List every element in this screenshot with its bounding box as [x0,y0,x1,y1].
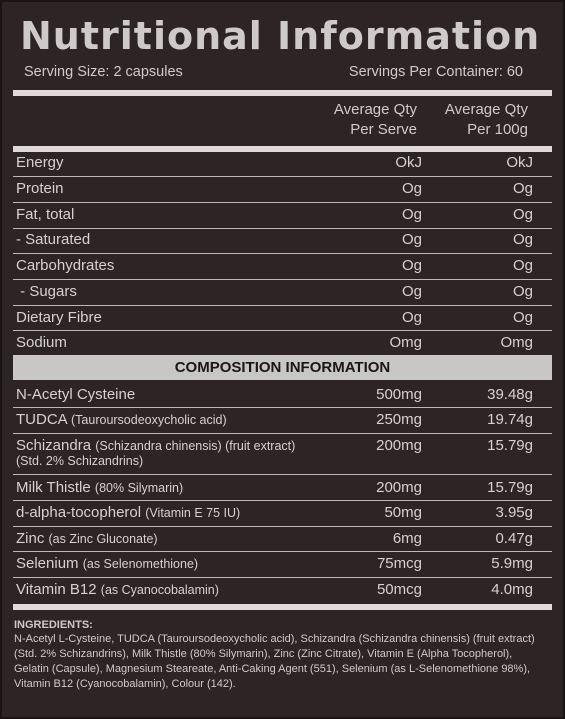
per-100g-value: 15.79g [487,437,533,454]
per-100g-value: Og [512,180,533,197]
ingredient-name: Milk Thistle [16,479,91,496]
nutrient-label: Dietary Fibre [16,309,102,326]
ingredient-name: Vitamin B12 [16,581,97,598]
per-serve-value: Og [401,283,422,300]
nutrition-row [13,306,552,331]
ingredient-label [16,479,183,496]
column-header-line: Per 100g [467,121,528,138]
nutrition-row [13,203,552,228]
nutrient-label: Fat, total [16,206,75,223]
nutrition-row [13,254,552,279]
page-title: Nutritional Information [20,14,541,58]
nutrition-row [13,177,552,202]
ingredient-note: (as Selenomethione) [82,557,199,571]
ingredient-note: (Vitamin E 75 IU) [145,506,241,520]
per-serve-value: 50mcg [376,581,422,598]
ingredient-note: (Tauroursodeoxycholic acid) [71,413,227,427]
ingredient-label [16,530,158,547]
serving-size: Serving Size: 2 capsules [24,64,183,80]
per-100g-value: Og [512,283,533,300]
per-100g-value: OkJ [506,154,533,171]
composition-heading: COMPOSITION INFORMATION [13,355,552,380]
composition-row [13,383,552,408]
ingredient-name: Zinc [16,530,45,547]
nutrient-label: - Sugars [16,283,77,300]
ingredients-heading: INGREDIENTS: [14,619,93,631]
composition-row [13,527,552,552]
per-100g-value: Og [512,309,533,326]
ingredient-note: (as Zinc Gluconate) [48,532,158,546]
per-100g-value: Og [512,206,533,223]
per-100g-value: 4.0mg [491,581,533,598]
per-100g-value: 5.9mg [491,555,533,572]
ingredient-name: N-Acetyl Cysteine [16,386,136,403]
ingredient-label [16,504,240,521]
composition-row [13,501,552,526]
per-serve-value: Og [401,206,422,223]
per-serve-value: Og [401,231,422,248]
nutrition-row [13,280,552,305]
per-serve-value: Og [401,309,422,326]
divider [13,604,552,610]
nutrition-row [13,228,552,253]
per-serve-value: Og [401,180,422,197]
per-serve-value: Omg [389,334,422,351]
ingredients-text: N-Acetyl L-Cysteine, TUDCA (Tauroursodeoxycholic acid), Schizandra (Schizandra chinensis) (fruit extract) (Std. 2% Schizandrins), Milk Thistle (80% Silymarin), Zinc (Zinc Citrate), Vitamin E (Alpha Tocopherol), Gelatin (Capsule), Magnesium Steareate, Anti-Caking Agent (551), Selenium (as L-Selenomethione 98%), Vitamin B12 (Cyanocobalamin), Colour (142). [14,633,535,690]
composition-row [13,408,552,433]
per-100g-value: Og [512,257,533,274]
per-100g-value: 15.79g [487,479,533,496]
composition-row [13,552,552,577]
ingredient-name: d-alpha-tocopherol [16,504,142,521]
per-100g-value: 19.74g [487,411,533,428]
per-serve-value: 75mcg [376,555,422,572]
ingredient-name: TUDCA [16,411,67,428]
per-serve-value: 200mg [376,479,422,496]
column-header-per-100g [445,100,528,140]
ingredient-label [16,411,227,428]
column-header-line: Per Serve [350,121,417,138]
per-100g-value: 39.48g [487,386,533,403]
divider [13,474,552,475]
per-100g-value: 3.95g [495,504,533,521]
nutrient-label: Energy [16,154,64,171]
divider [13,90,552,96]
nutrition-row [13,331,552,356]
ingredient-label [16,555,198,572]
per-serve-value: 500mg [376,386,422,403]
ingredient-label [16,386,135,403]
servings-per-container: Servings Per Container: 60 [348,64,523,80]
ingredient-label [16,581,219,598]
ingredient-note-line2: (Std. 2% Schizandrins) [16,454,144,468]
column-header-line: Average Qty [333,101,417,118]
per-100g-value: Og [512,231,533,248]
ingredient-label [16,437,295,454]
composition-row [13,578,552,603]
per-serve-value: Og [401,257,422,274]
nutrient-label: Sodium [16,334,67,351]
per-100g-value: Omg [500,334,533,351]
ingredient-note: (80% Silymarin) [94,481,184,495]
per-serve-value: 200mg [376,437,422,454]
column-header-line: Average Qty [444,101,528,118]
nutrition-row [13,151,552,176]
per-serve-value: 6mg [392,530,422,547]
nutrient-label: Carbohydrates [16,257,115,274]
column-header-per-serve [334,100,417,140]
ingredient-name: Selenium [16,555,79,572]
nutrient-label: - Saturated [16,231,91,248]
per-100g-value: 0.47g [495,530,533,547]
ingredient-note: (Schizandra chinensis) (fruit extract) [95,439,296,453]
per-serve-value: 50mg [384,504,422,521]
per-serve-value: 250mg [376,411,422,428]
ingredient-name: Schizandra [16,437,92,454]
per-serve-value: OkJ [395,154,422,171]
composition-row [13,434,552,474]
nutrient-label: Protein [16,180,64,197]
composition-row [13,476,552,501]
ingredient-note: (as Cyanocobalamin) [100,583,219,597]
